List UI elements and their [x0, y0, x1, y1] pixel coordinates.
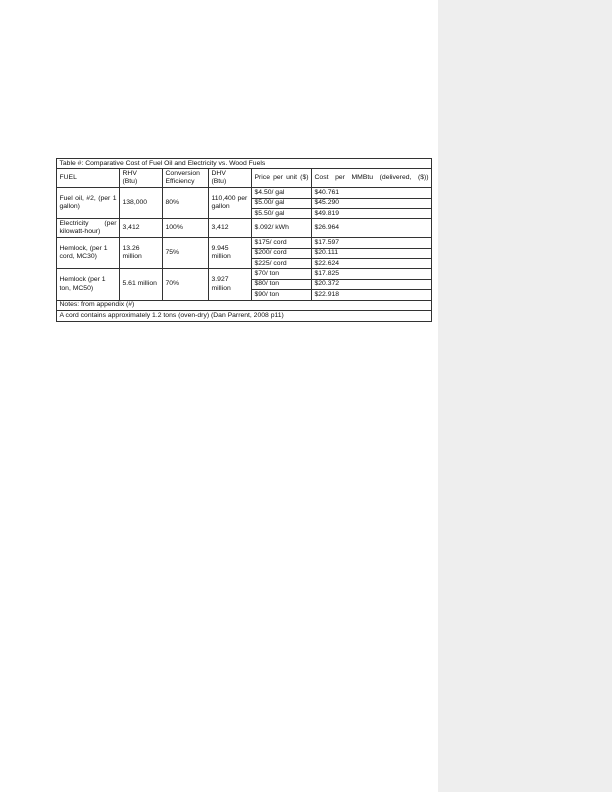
table-row — [57, 188, 432, 198]
header-fuel: FUEL — [57, 169, 120, 188]
row-fuel-name: Hemlock (per 1 ton, MC50) — [57, 269, 120, 300]
row-dhv: 9.945 million — [209, 238, 252, 269]
row-cost: $20.111 — [312, 248, 432, 258]
row-dhv: 3,412 — [209, 219, 252, 238]
row-efficiency: 80% — [163, 188, 209, 219]
row-cost: $17.597 — [312, 238, 432, 248]
table-row — [57, 219, 432, 238]
row-efficiency: 75% — [163, 238, 209, 269]
row-fuel-name: Fuel oil, #2, (per 1 gallon) — [57, 188, 120, 219]
row-dhv: 3.927 million — [209, 269, 252, 300]
row-fuel-name: Hemlock, (per 1 cord, MC30) — [57, 238, 120, 269]
row-price: $5.50/ gal — [252, 209, 312, 219]
row-price: $.092/ kWh — [252, 219, 312, 238]
row-price: $175/ cord — [252, 238, 312, 248]
table-caption: Table #: Comparative Cost of Fuel Oil and Electricity vs. Wood Fuels — [57, 159, 432, 169]
row-cost: $49.819 — [312, 209, 432, 219]
header-rhv: RHV (Btu) — [120, 169, 163, 188]
comparative-cost-table — [56, 158, 432, 322]
row-price: $4.50/ gal — [252, 188, 312, 198]
header-price-per-unit: Price per unit ($) — [252, 169, 312, 188]
row-efficiency: 70% — [163, 269, 209, 300]
table-notes-row — [57, 300, 432, 310]
table-footnote-row — [57, 311, 432, 321]
header-conversion-efficiency: Conversion Efficiency — [163, 169, 209, 188]
row-cost: $20.372 — [312, 279, 432, 289]
row-cost: $17.825 — [312, 269, 432, 279]
row-price: $225/ cord — [252, 259, 312, 269]
row-rhv: 5.61 million — [120, 269, 163, 300]
table-header-row — [57, 169, 432, 188]
row-cost: $22.918 — [312, 290, 432, 300]
row-cost: $22.624 — [312, 259, 432, 269]
row-price: $80/ ton — [252, 279, 312, 289]
row-fuel-name: Electricity (per kilowatt-hour) — [57, 219, 120, 238]
row-dhv: 110,400 per gallon — [209, 188, 252, 219]
row-price: $200/ cord — [252, 248, 312, 258]
row-price: $70/ ton — [252, 269, 312, 279]
row-rhv: 13.26 million — [120, 238, 163, 269]
table-footnote: A cord contains approximately 1.2 tons (oven-dry) (Dan Parrent, 2008 p11) — [57, 311, 432, 321]
row-cost: $45.290 — [312, 198, 432, 208]
table-caption-row — [57, 159, 432, 169]
header-dhv: DHV (Btu) — [209, 169, 252, 188]
table-row — [57, 269, 432, 279]
comment-margin-pane — [438, 0, 612, 792]
header-cost-per-mmbtu: Cost per MMBtu (delivered, ($)) — [312, 169, 432, 188]
row-cost: $26.964 — [312, 219, 432, 238]
row-rhv: 138,000 — [120, 188, 163, 219]
table-row — [57, 238, 432, 248]
row-cost: $40.761 — [312, 188, 432, 198]
table-notes: Notes: from appendix (#) — [57, 300, 432, 310]
row-price: $90/ ton — [252, 290, 312, 300]
row-price: $5.00/ gal — [252, 198, 312, 208]
row-efficiency: 100% — [163, 219, 209, 238]
row-rhv: 3,412 — [120, 219, 163, 238]
